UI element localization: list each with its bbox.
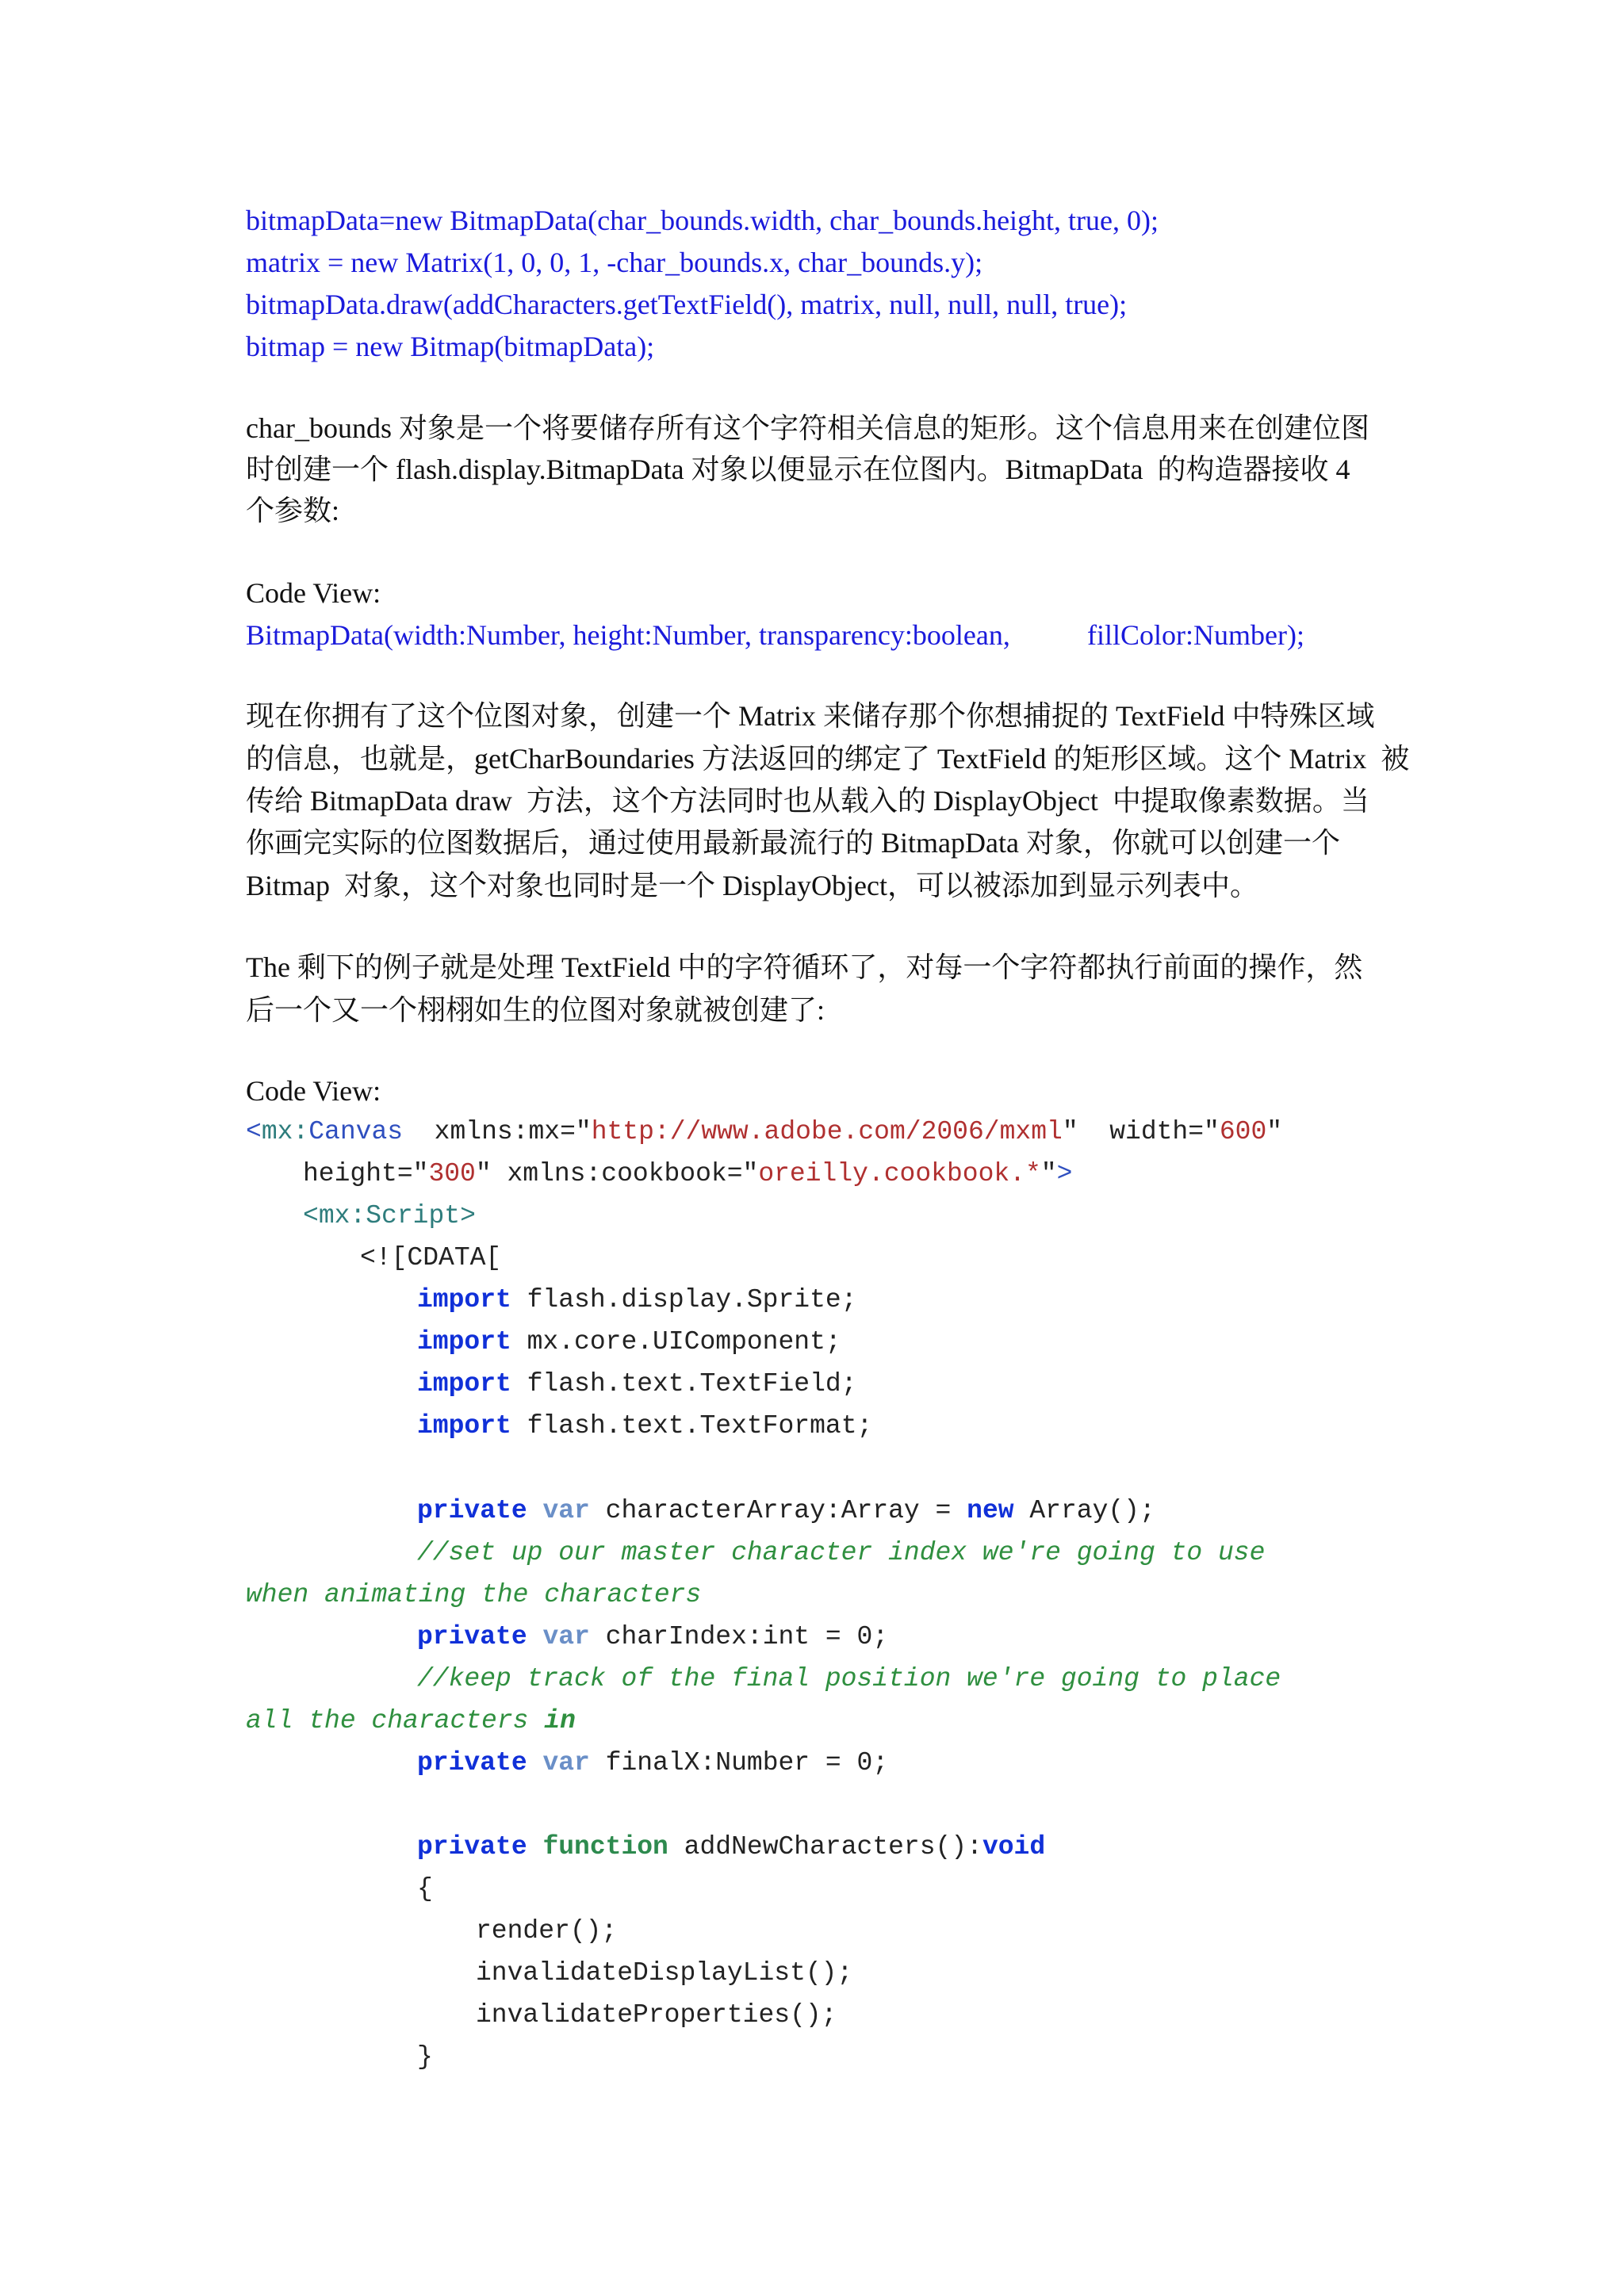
code-line: <mx:Script> (303, 1201, 476, 1230)
code-line: bitmap = new Bitmap(bitmapData); (246, 331, 655, 362)
code-line: height="300" xmlns:cookbook="oreilly.cookbook.*"> (303, 1159, 1073, 1188)
code-view-label: Code View: (246, 1075, 381, 1107)
code-comment: all the characters in (246, 1706, 576, 1735)
paragraph-line: 后一个又一个栩栩如生的位图对象就被创建了: (246, 994, 825, 1026)
code-line: import flash.text.TextField; (417, 1369, 857, 1399)
paragraph-line: 现在你拥有了这个位图对象，创建一个 Matrix 来储存那个你想捕捉的 TextField 中特殊区域 (246, 700, 1375, 732)
constructor-signature-end: fillColor:Number); (1087, 619, 1304, 651)
paragraph-line: 你画完实际的位图数据后，通过使用最新最流行的 BitmapData 对象，你就可以创建一个 (246, 827, 1340, 859)
paragraph-line: 的信息，也就是，getCharBoundaries 方法返回的绑定了 TextField 的矩形区域。这个 Matrix 被 (246, 743, 1410, 775)
code-line: bitmapData=new BitmapData(char_bounds.width, char_bounds.height, true, 0); (246, 205, 1159, 236)
code-line: } (417, 2042, 433, 2072)
code-line: bitmapData.draw(addCharacters.getTextField(), matrix, null, null, null, true); (246, 289, 1128, 320)
code-line: <![CDATA[ (360, 1243, 502, 1272)
code-line: <mx:Canvas xmlns:mx="http://www.adobe.com/2006/mxml" width="600" (246, 1117, 1283, 1146)
code-line: private var characterArray:Array = new Array(); (417, 1496, 1155, 1525)
code-line: import flash.display.Sprite; (417, 1285, 857, 1314)
code-line: private var finalX:Number = 0; (417, 1748, 889, 1777)
code-comment: //set up our master character index we're going to use (417, 1538, 1266, 1567)
code-comment: //keep track of the final position we're going to place (417, 1664, 1281, 1693)
code-line: invalidateDisplayList(); (476, 1958, 853, 1988)
code-line: private var charIndex:int = 0; (417, 1622, 889, 1651)
code-line: import flash.text.TextFormat; (417, 1411, 873, 1441)
paragraph-line: The 剩下的例子就是处理 TextField 中的字符循环了，对每一个字符都执行前面的操作，然 (246, 951, 1363, 983)
code-line: render(); (476, 1916, 618, 1946)
paragraph-line: 个参数: (246, 495, 340, 526)
code-line: invalidateProperties(); (476, 2000, 837, 2030)
paragraph-line: char_bounds 对象是一个将要储存所有这个字符相关信息的矩形。这个信息用来在创建位图 (246, 412, 1369, 444)
code-comment: when animating the characters (246, 1580, 702, 1609)
code-line: { (417, 1874, 433, 1904)
code-line: import mx.core.UIComponent; (417, 1327, 841, 1357)
constructor-signature: BitmapData(width:Number, height:Number, transparency:boolean, (246, 619, 1010, 651)
code-line: matrix = new Matrix(1, 0, 0, 1, -char_bounds.x, char_bounds.y); (246, 247, 983, 278)
paragraph-line: 时创建一个 flash.display.BitmapData 对象以便显示在位图内。BitmapData 的构造器接收 4 (246, 453, 1350, 485)
paragraph-line: 传给 BitmapData draw 方法，这个方法同时也从载入的 DisplayObject 中提取像素数据。当 (246, 785, 1369, 817)
code-view-label: Code View: (246, 577, 381, 609)
paragraph-line: Bitmap 对象，这个对象也同时是一个 DisplayObject，可以被添加到显示列表中。 (246, 870, 1258, 901)
code-line: private function addNewCharacters():void (417, 1832, 1046, 1862)
